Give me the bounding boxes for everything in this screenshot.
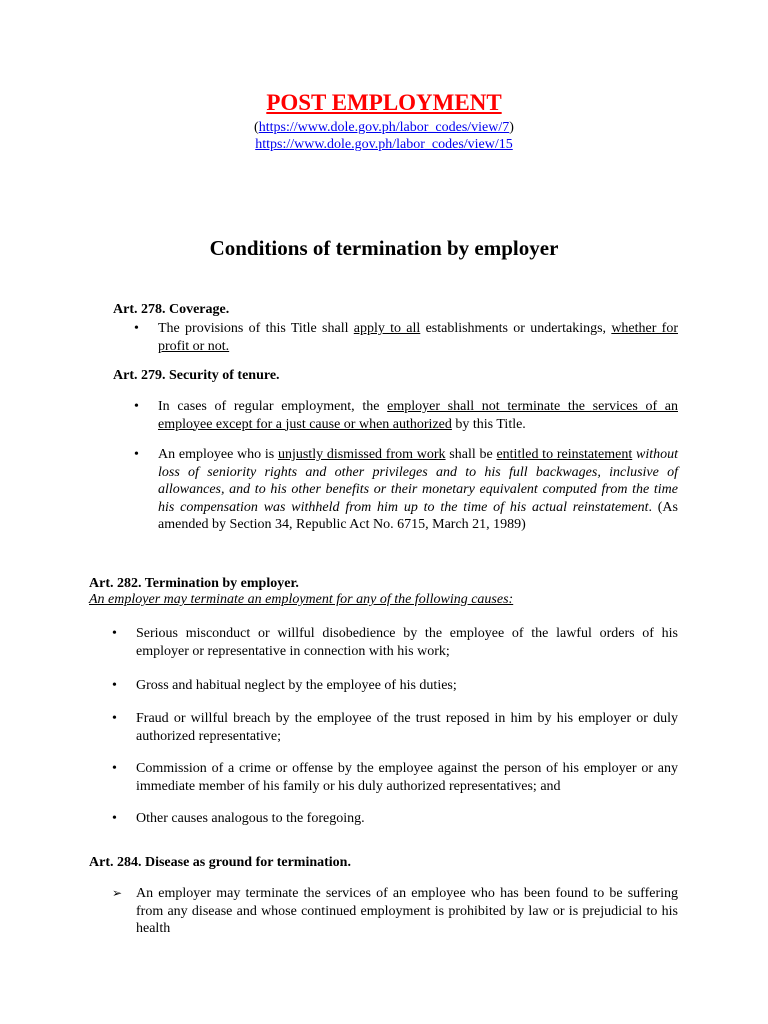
bullet-icon: • [112,811,117,826]
bullet-icon: • [134,447,139,462]
article-heading-279: Art. 279. Security of tenure. [113,368,280,383]
source-link-line-1: (https://www.dole.gov.ph/labor_codes/view/7) [254,120,514,135]
source-link-1[interactable]: https://www.dole.gov.ph/labor_codes/view/7 [258,120,510,135]
bullet-icon: • [134,399,139,414]
bullet-icon: • [112,711,117,726]
article-heading-282: Art. 282. Termination by employer. [89,576,299,591]
source-link-2[interactable]: https://www.dole.gov.ph/labor_codes/view/15 [255,137,513,152]
document-title: POST EMPLOYMENT [266,90,502,115]
article-heading-278: Art. 278. Coverage. [113,302,230,317]
list-item: • Fraud or willful breach by the employee of the trust reposed in him by his employer or duly authorized representative; [112,711,678,744]
list-item: ➢ An employer may terminate the services of an employee who has been found to be suffering from any disease and whose continued employment is prohibited by law or is prejudicial to his health [112,886,678,936]
source-link-line-2 [0,137,768,153]
list-item: • In cases of regular employment, the employer shall not terminate the services of an employee except for a just cause or when authorized by this Title. [134,399,678,432]
bullet-icon: • [112,626,117,641]
bullet-icon: • [134,321,139,336]
list-item: • Gross and habitual neglect by the employee of his duties; [112,678,457,693]
list-item: • An employee who is unjustly dismissed from work shall be entitled to reinstatement without loss of seniority rights and other privileges and to his full backwages, inclusive of allowances, and to his other benefits or their monetary equivalent computed from the time his compensation was withheld from him up to the time of his actual reinstatement. (As amended by Section 34, Republic Act No. 6715, March 21, 1989) [134,447,679,532]
section-heading: Conditions of termination by employer [209,236,559,260]
bullet-icon: • [112,678,117,693]
list-item: • The provisions of this Title shall apply to all establishments or undertakings, whether for profit or not. [134,321,678,354]
article-intro: An employer may terminate an employment for any of the following causes: [89,592,514,607]
article-heading-284: Art. 284. Disease as ground for termination. [89,855,351,870]
arrow-bullet-icon: ➢ [112,886,123,900]
list-item: • Other causes analogous to the foregoing. [112,811,365,826]
bullet-icon: • [112,761,117,776]
list-item: • Serious misconduct or willful disobedience by the employee of the lawful orders of his employer or representative in connection with his work; [112,626,678,659]
list-item: • Commission of a crime or offense by the employee against the person of his employer or any immediate member of his family or his duly authorized representatives; and [112,761,678,794]
